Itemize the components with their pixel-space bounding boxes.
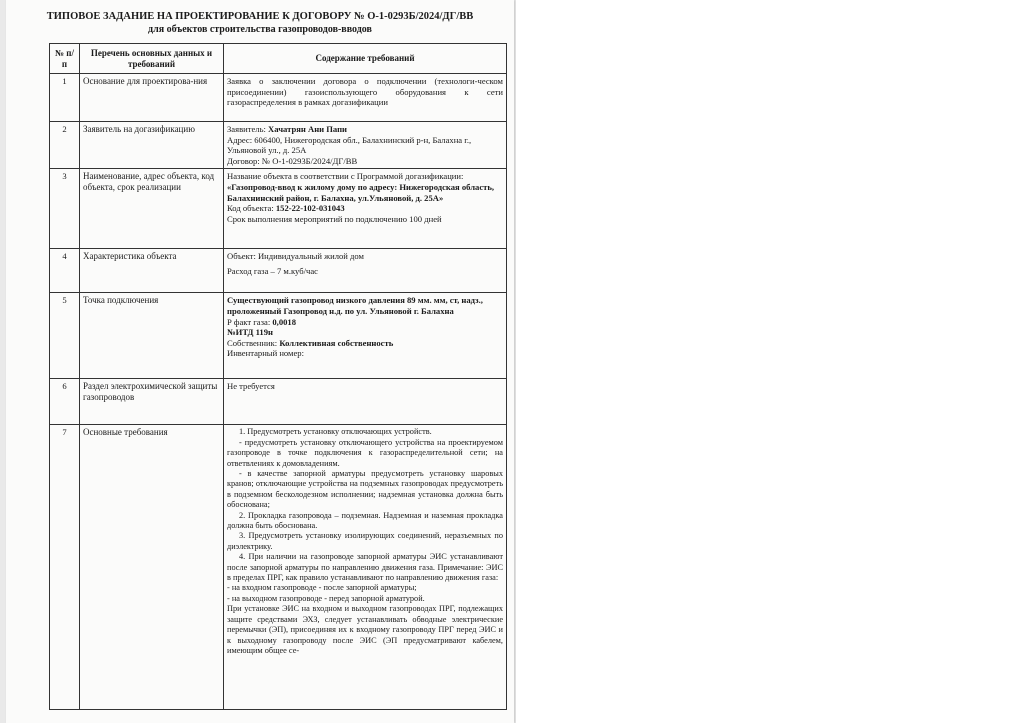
table-row — [50, 169, 507, 249]
object-code: 152-22-102-031043 — [275, 203, 345, 214]
req-p2: - предусмотреть установку отключающего устройства на проектируемом газопроводе в точке подключения к газораспределительной сети; на ответвлениях к домовладениям. — [227, 437, 503, 468]
row-content — [224, 122, 507, 169]
row-num: 3 — [50, 169, 80, 249]
pressure-value: 0,0018 — [272, 316, 297, 327]
row-num: 2 — [50, 122, 80, 169]
table-header-row — [50, 44, 507, 74]
pressure-label: Р факт газа: — [227, 316, 273, 327]
document-title — [6, 10, 514, 36]
term: Срок выполнения мероприятий по подключению 100 дней — [227, 213, 442, 224]
table-row — [50, 379, 507, 425]
row-name: Основные требования — [80, 425, 224, 710]
req-p6: 4. При наличии на газопроводе запорной арматуры ЭИС устанавливают после запорной арматуры по направлению движения газа. Примечание: ЭИС в пределах ПРГ, как правило устанавливают по направлению движения газа: — [227, 552, 503, 583]
row-num: 4 — [50, 249, 80, 293]
row-content — [224, 425, 507, 710]
req-p7: - на входном газопроводе - после запорной арматуры; — [227, 583, 417, 593]
table-row — [50, 249, 507, 293]
pipeline-desc: Существующий газопровод низкого давления 89 мм. мм, ст, надз., проложенный Газопровод н.д. по ул. Ульяновой г. Балахна — [227, 295, 483, 316]
row-content: Не требуется — [224, 379, 507, 425]
req-p9: При установке ЭИС на входном и выходном газопроводах ПРГ, подлежащих защите средствами ЭХЗ, следует устанавливать обводные электрические перемычки (ЭП), присоединяя их к входному газопроводу ПРГ перед ЭИС и к выходному газопроводу после ЭИС (ЭП предусматривают кабелем, имеющим общее се- — [227, 604, 503, 655]
code-label: Код объекта: — [227, 203, 276, 214]
row-num: 6 — [50, 379, 80, 425]
req-p3: - в качестве запорной арматуры предусмотреть установку шаровых кранов; отключающие устройства на подземных газопроводах предусмотреть в подземном бесколодезном исполнении; надземная установка должна быть обоснована; — [227, 469, 503, 510]
row-name: Основание для проектирова-ния — [80, 74, 224, 122]
req-p1: 1. Предусмотреть установку отключающих устройств. — [239, 427, 432, 437]
row-content — [224, 249, 507, 293]
requirements-table — [49, 43, 507, 710]
itd-number: №ИТД 119н — [227, 327, 273, 338]
header-name: Перечень основных данных и требований — [80, 44, 224, 74]
row-name: Точка подключения — [80, 293, 224, 379]
object-type: Объект: Индивидуальный жилой дом — [227, 251, 364, 262]
owner-value: Коллективная собственность — [279, 337, 394, 348]
applicant-address: Адрес: 606400, Нижегородская обл., Балахнинский р-н, Балахна г., Ульяновой ул., д. 25А — [227, 134, 472, 156]
gas-consumption: Расход газа – 7 м.куб/час — [227, 265, 318, 276]
row-name: Характеристика объекта — [80, 249, 224, 293]
row-name: Заявитель на догазификацию — [80, 122, 224, 169]
req-p4: 2. Прокладка газопровода – подземная. Надземная и наземная прокладка должна быть обоснована. — [227, 510, 503, 531]
title-line-1: ТИПОВОЕ ЗАДАНИЕ НА ПРОЕКТИРОВАНИЕ К ДОГОВОРУ № О-1-0293Б/2024/ДГ/ВВ — [46, 11, 474, 22]
row-name: Наименование, адрес объекта, код объекта, срок реализации — [80, 169, 224, 249]
row-num: 7 — [50, 425, 80, 710]
object-name: «Газопровод-ввод к жилому дому по адресу: Нижегородская область, Балахнинский район, г. Балахна, ул.Ульяновой, д. 25А» — [227, 181, 495, 203]
owner-label: Собственник: — [227, 337, 280, 348]
table-row — [50, 293, 507, 379]
row-num: 5 — [50, 293, 80, 379]
document-page — [6, 0, 514, 723]
table-row — [50, 425, 507, 710]
applicant-name: Хачатрян Ани Папи — [268, 124, 348, 134]
table-row — [50, 74, 507, 122]
req-p8: - на выходном газопроводе - перед запорной арматурой. — [227, 593, 425, 603]
row-content — [224, 293, 507, 379]
row-name: Раздел электрохимической защиты газопроводов — [80, 379, 224, 425]
header-num: № п/п — [50, 44, 80, 74]
row-content: Заявка о заключении договора о подключении (технологи-ческом присоединении) газоиспользующего оборудования к сети газораспределения в рамках догазификации — [224, 74, 507, 122]
row-num: 1 — [50, 74, 80, 122]
blank-page — [516, 0, 1024, 723]
header-content: Содержание требований — [224, 44, 507, 74]
applicant-label: Заявитель: — [227, 124, 269, 134]
title-line-2: для объектов строительства газопроводов-вводов — [148, 24, 372, 35]
inventory-number: Инвентарный номер: — [227, 348, 304, 359]
table-row — [50, 122, 507, 169]
row-content — [224, 169, 507, 249]
contract-number: Договор: № О-1-0293Б/2024/ДГ/ВВ — [227, 155, 358, 166]
program-label: Название объекта в соответствии с Программой догазификации: — [227, 171, 464, 182]
req-p5: 3. Предусмотреть установку изолирующих соединений, неразъемных по диэлектрику. — [227, 531, 503, 551]
